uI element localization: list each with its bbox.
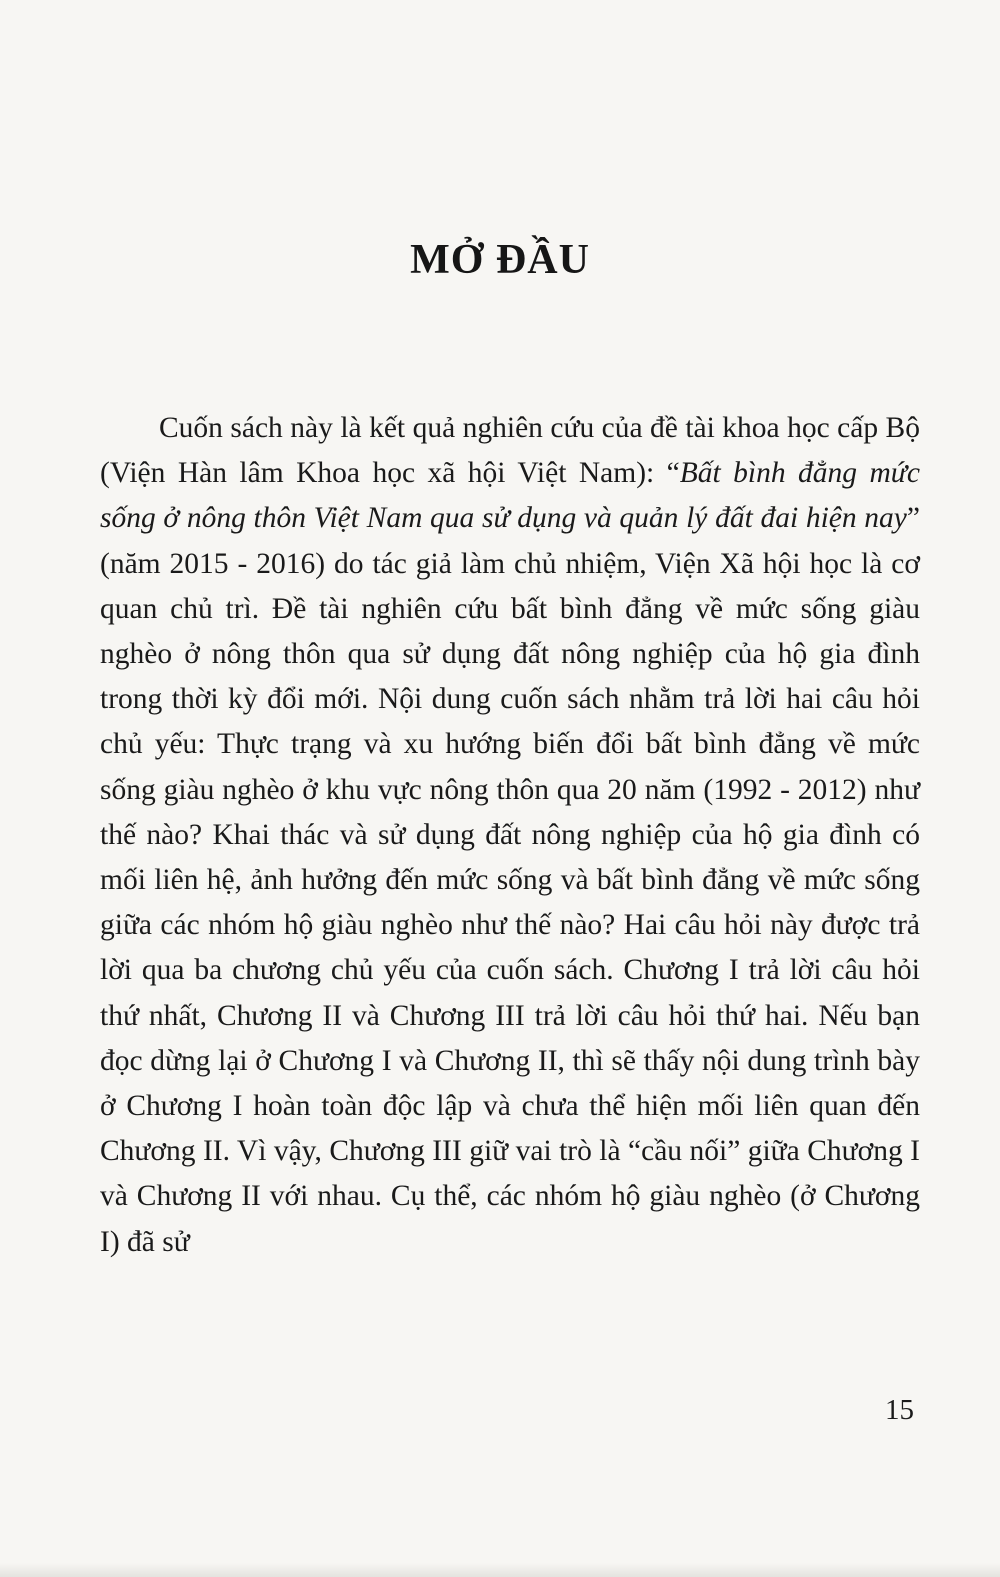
paragraph-text-rest: ” (năm 2015 - 2016) do tác giả làm chủ nhiệm, Viện Xã hội học là cơ quan chủ trì. Đề tài nghiên cứu bất bình đẳng về mức sống giàu nghèo ở nông thôn qua sử dụng đất nông nghiệp của hộ gia đình trong thời kỳ đổi mới. Nội dung cuốn sách nhằm trả lời hai câu hỏi chủ yếu: Thực trạng và xu hướng biến đổi bất bình đẳng về mức sống giàu nghèo ở khu vực nông thôn qua 20 năm (1992 - 2012) như thế nào? Khai thác và sử dụng đất nông nghiệp của hộ gia đình có mối liên hệ, ảnh hưởng đến mức sống và bất bình đẳng về mức sống giữa các nhóm hộ giàu nghèo như thế nào? Hai câu hỏi này được trả lời qua ba chương chủ yếu của cuốn sách. Chương I trả lời câu hỏi thứ nhất, Chương II và Chương III trả lời câu hỏi thứ hai. Nếu bạn đọc dừng lại ở Chương I và Chương II, thì sẽ thấy nội dung trình bày ở Chương I hoàn toàn độc lập và chưa thể hiện mối liên quan đến Chương II. Vì vậy, Chương III giữ vai trò là “cầu nối” giữa Chương I và Chương II với nhau. Cụ thể, các nhóm hộ giàu nghèo (ở Chương I) đã sử [100, 502, 920, 1258]
paragraph [100, 406, 920, 1265]
page-number: 15 [885, 1394, 914, 1426]
chapter-title: MỞ ĐẦU [410, 237, 590, 283]
page-bottom-edge [0, 1563, 1000, 1577]
paragraph-text-start: Cuốn sách này là kết quả nghiên cứu của đề tài khoa học cấp Bộ (Viện Hàn lâm Khoa học xã hội Việt Nam): “ [100, 412, 920, 490]
project-title-italic: Bất bình đẳng mức sống ở nông thôn Việt Nam qua sử dụng và quản lý đất đai hiện nay [100, 457, 920, 535]
body-text [100, 406, 920, 1265]
